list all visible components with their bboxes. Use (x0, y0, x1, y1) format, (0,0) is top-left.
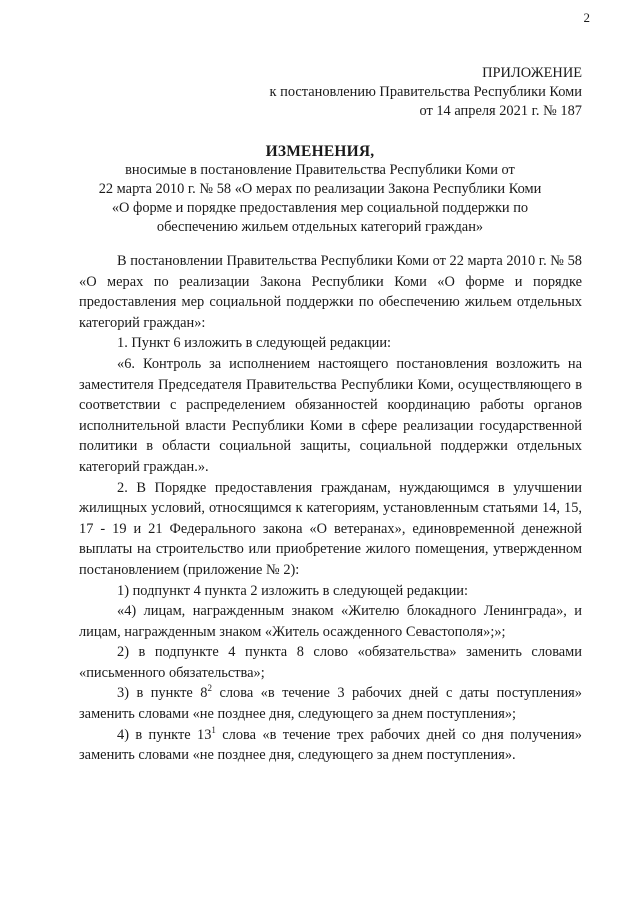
subitem-4-superscript: 1 (211, 724, 216, 735)
heading-line-1: вносимые в постановление Правительства Республики Коми от (125, 162, 515, 178)
heading-line-2: 22 марта 2010 г. № 58 «О мерах по реализации Закона Республики Коми (98, 181, 542, 197)
heading-line-4: обеспечению жильем отдельных категорий граждан» (156, 219, 484, 235)
subitem-4-end: слова «в течение трех рабочих дней со дня получения» заменить словами «не позднее дня, следующего за днем поступления». (79, 726, 582, 764)
appendix-line-1: к постановлению Правительства Республики Коми (269, 84, 582, 100)
subitem-3-start: 3) в пункте 8 (117, 685, 208, 702)
subitem-3-superscript: 2 (207, 683, 212, 694)
item-2: 2. В Порядке предоставления гражданам, нуждающимся в улучшении жилищных условий, относящимся к категориям, установленным статьями 14, 15, 17 - 19 и 21 Федерального закона «О ветеранах», единовременной денежной выплаты на строительство или приобретение жилого помещения, утвержденном постановлением (приложение № 2): (79, 479, 582, 578)
appendix-block (0, 64, 582, 121)
subitem-1: 1) подпункт 4 пункта 2 изложить в следующей редакции: (117, 582, 468, 599)
subitem-4-start: 4) в пункте 13 (117, 726, 212, 743)
subitem-1-text: «4) лицам, награжденным знаком «Жителю блокадного Ленинграда», и лицам, награжденным знаком «Житель осажденного Севастополя»;»; (79, 603, 582, 640)
appendix-line-2: от 14 апреля 2021 г. № 187 (419, 103, 582, 119)
subitem-4 (79, 725, 582, 766)
item-1: 1. Пункт 6 изложить в следующей редакции: (117, 335, 392, 352)
item-1-text: «6. Контроль за исполнением настоящего постановления возложить на заместителя Председателя Правительства Республики Коми, осуществляющего в соответствии с распределением обязанностей координацию работы органов исполнительной власти Республики Коми в сфере реализации государственной политики в области социальной защиты, социальной поддержки отдельных категорий граждан.». (79, 355, 582, 475)
intro-paragraph: В постановлении Правительства Республики Коми от 22 марта 2010 г. № 58 «О мерах по реализации Закона Республики Коми «О форме и порядке предоставления мер социальной поддержки по обеспечению жильем отдельных категорий граждан»: (79, 253, 582, 331)
document-body (79, 251, 582, 766)
page-number: 2 (583, 10, 590, 25)
appendix-title: ПРИЛОЖЕНИЕ (482, 65, 582, 81)
changes-title: ИЗМЕНЕНИЯ, (265, 143, 375, 160)
heading-line-3: «О форме и порядке предоставления мер социальной поддержки по (111, 200, 529, 216)
changes-heading (0, 142, 640, 237)
subitem-3 (79, 683, 582, 724)
subitem-2: 2) в подпункте 4 пункта 8 слово «обязательства» заменить словами «письменного обязательства»; (79, 644, 582, 681)
subitem-3-end: слова «в течение 3 рабочих дней с даты поступления» заменить словами «не позднее дня, следующего за днем поступления»; (79, 685, 582, 723)
